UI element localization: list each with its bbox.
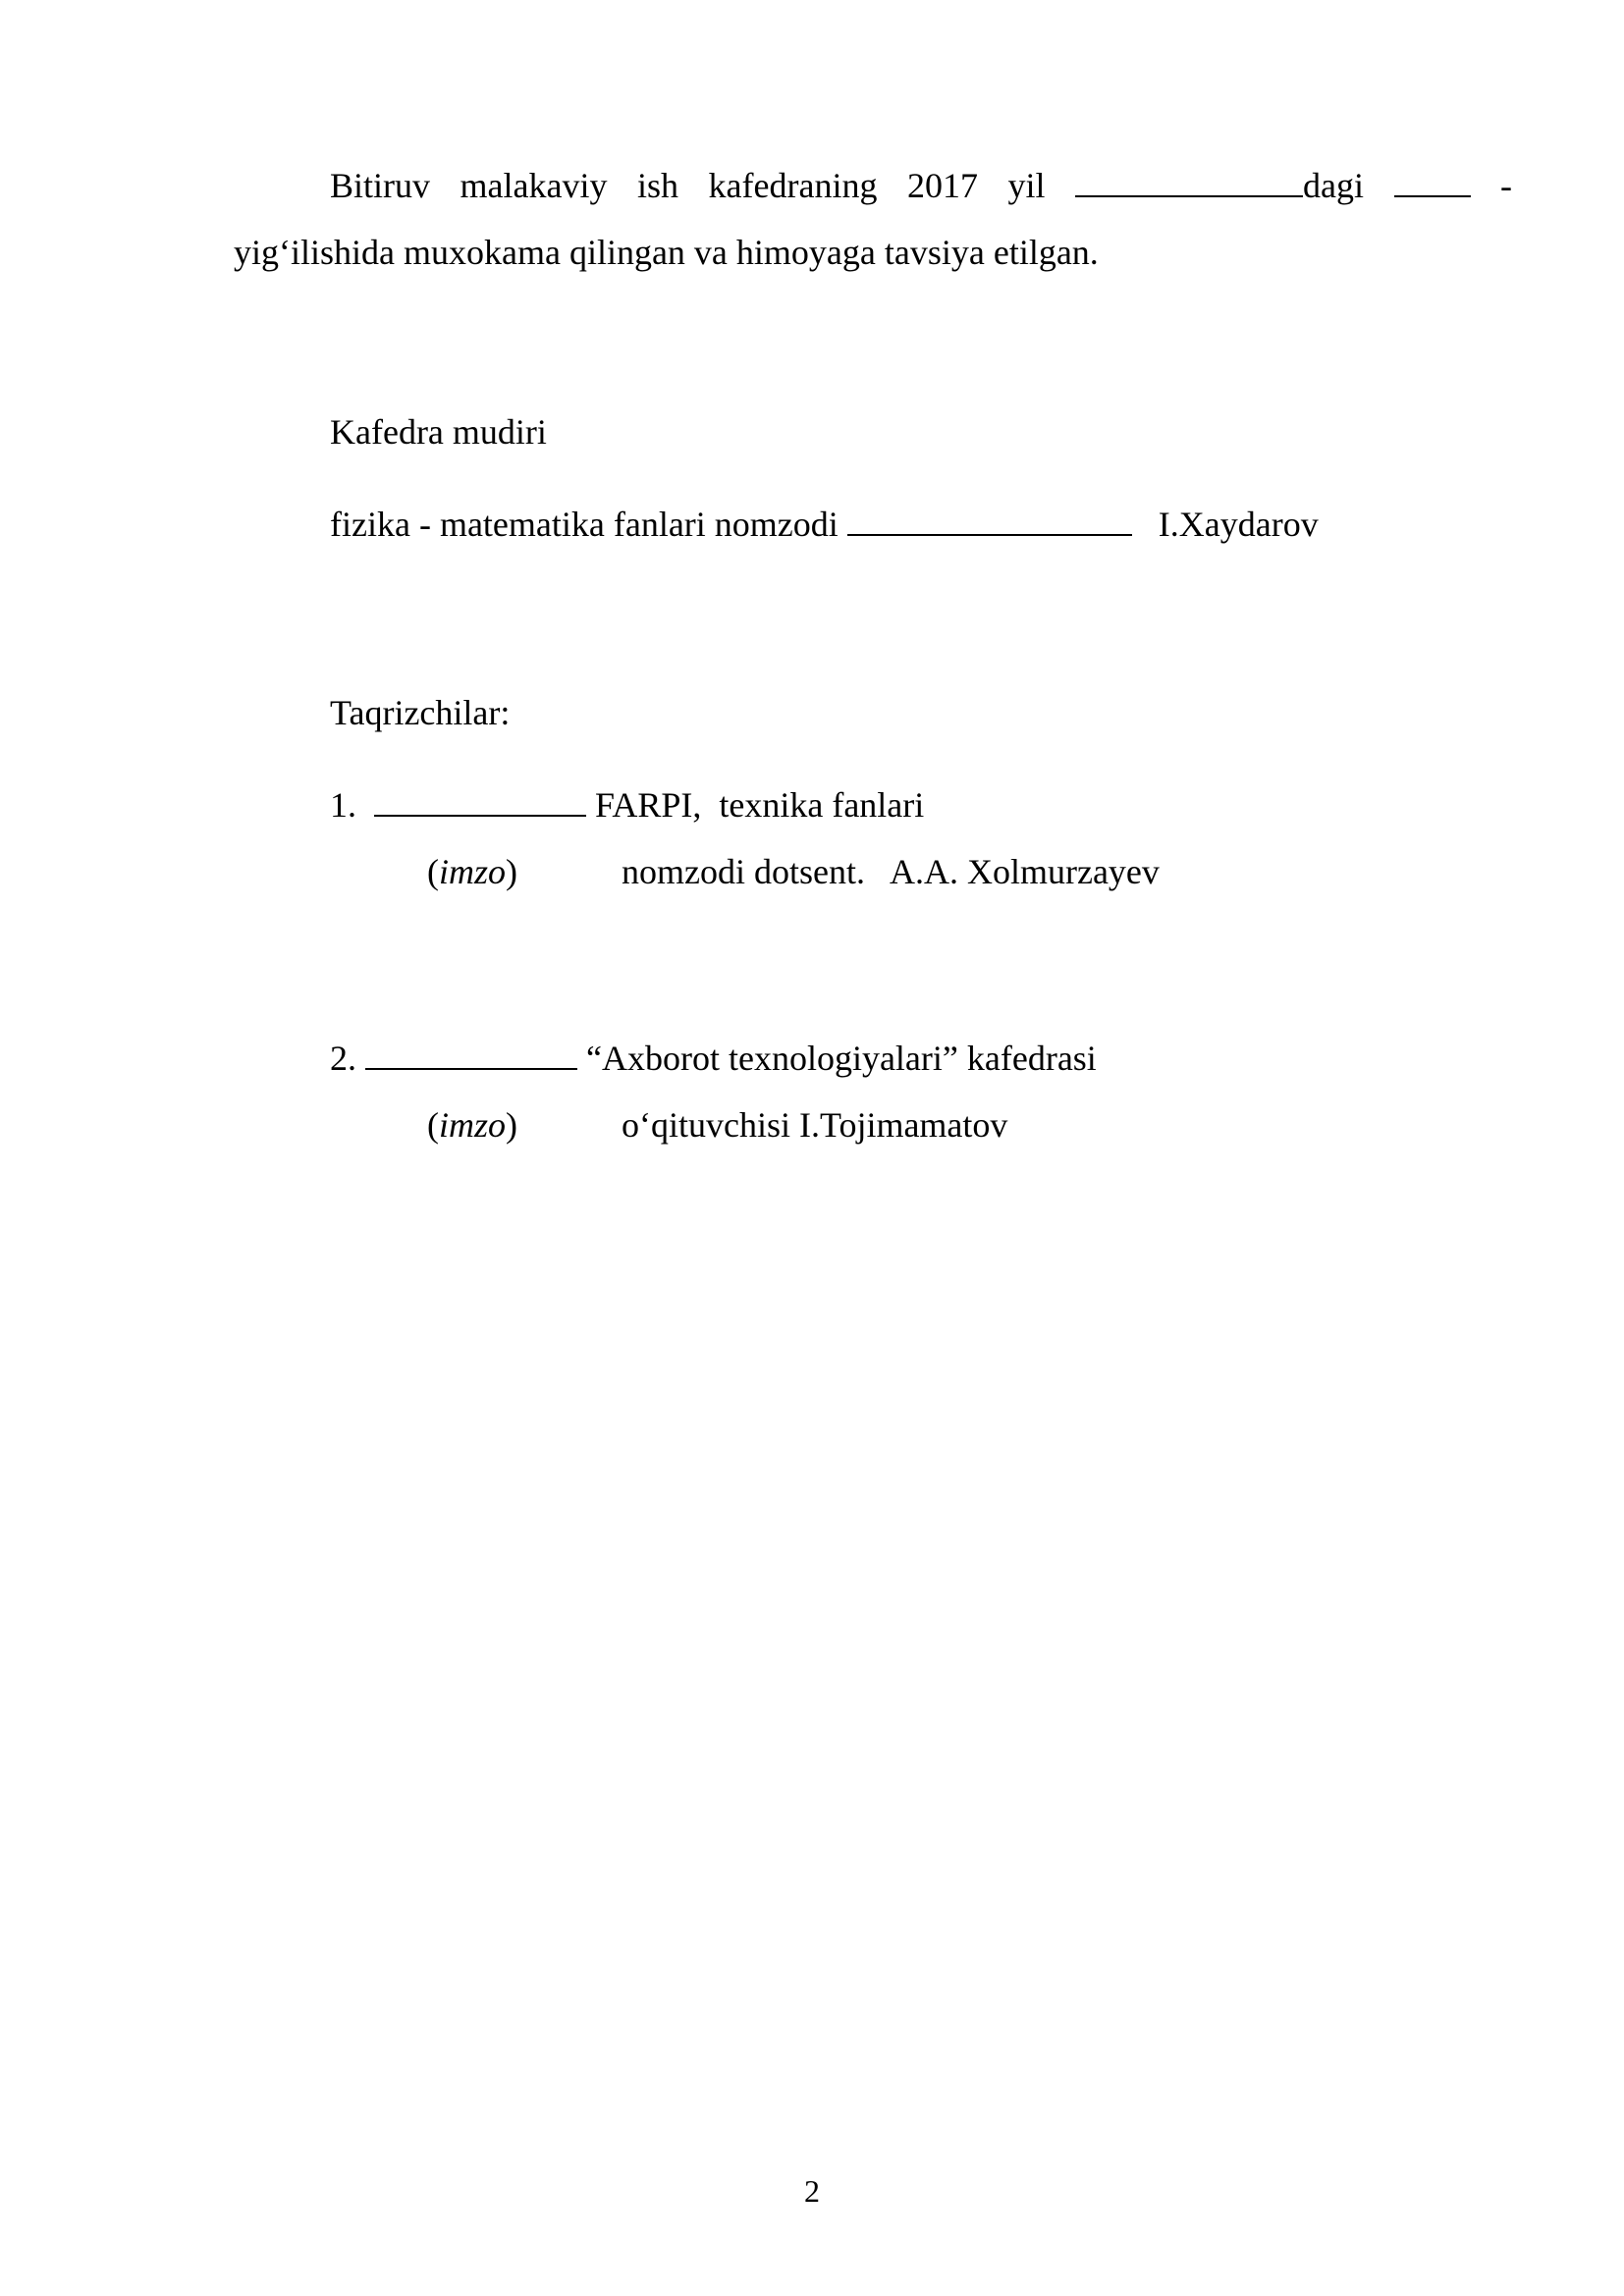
reviewer-1-position-name: nomzodi dotsent. A.A. Xolmurzayev bbox=[622, 852, 1160, 891]
reviewer-1-number: 1. bbox=[330, 785, 356, 825]
reviewer-2-number: 2. bbox=[330, 1039, 356, 1078]
head-title: Kafedra mudiri bbox=[330, 412, 547, 452]
reviewers-heading: Taqrizchilar: bbox=[330, 693, 511, 732]
reviewer-1-signature-blank bbox=[374, 787, 586, 817]
imzo-label: imzo bbox=[439, 852, 507, 891]
number-blank bbox=[1394, 168, 1471, 197]
reviewer-1-signature-label bbox=[427, 850, 517, 893]
paren-close: ) bbox=[506, 1105, 518, 1145]
intro-word: kafedraning bbox=[708, 166, 878, 205]
imzo-label: imzo bbox=[439, 1105, 507, 1145]
intro-word: malakaviy bbox=[460, 166, 608, 205]
paren-open: ( bbox=[427, 852, 439, 891]
head-signature-line bbox=[330, 503, 1319, 546]
intro-first-line bbox=[234, 152, 1512, 219]
intro-word: 2017 bbox=[906, 166, 978, 205]
intro-word: yil bbox=[1007, 166, 1046, 205]
reviewer-2-signature-blank bbox=[365, 1041, 577, 1070]
page-number: 2 bbox=[804, 2173, 820, 2209]
head-name: I.Xaydarov bbox=[1158, 505, 1319, 544]
intro-paragraph bbox=[234, 152, 1512, 286]
reviewer-2-position-name: o‘qituvchisi I.Tojimamatov bbox=[622, 1105, 1008, 1145]
paren-close: ) bbox=[506, 852, 518, 891]
date-blank bbox=[1075, 168, 1303, 197]
reviewer-2-signature-label bbox=[427, 1103, 517, 1147]
reviewer-1-line bbox=[330, 783, 924, 827]
dagi-suffix: dagi bbox=[1303, 166, 1364, 205]
meeting-number-blank bbox=[1394, 152, 1471, 219]
paren-open: ( bbox=[427, 1105, 439, 1145]
date-blank-group bbox=[1075, 152, 1364, 219]
intro-word: Bitiruv bbox=[330, 166, 431, 205]
head-signature-blank bbox=[847, 507, 1132, 536]
reviewer-2-affiliation: “Axborot texnologiyalari” kafedrasi bbox=[586, 1039, 1097, 1078]
intro-second-line: yig‘ilishida muxokama qilingan va himoyaga tavsiya etilgan. bbox=[234, 233, 1099, 272]
reviewer-1-affiliation: FARPI, texnika fanlari bbox=[595, 785, 925, 825]
intro-word: ish bbox=[637, 166, 679, 205]
intro-dash: - bbox=[1500, 166, 1513, 205]
head-degree: fizika - matematika fanlari nomzodi bbox=[330, 505, 839, 544]
reviewer-2-line bbox=[330, 1037, 1097, 1080]
